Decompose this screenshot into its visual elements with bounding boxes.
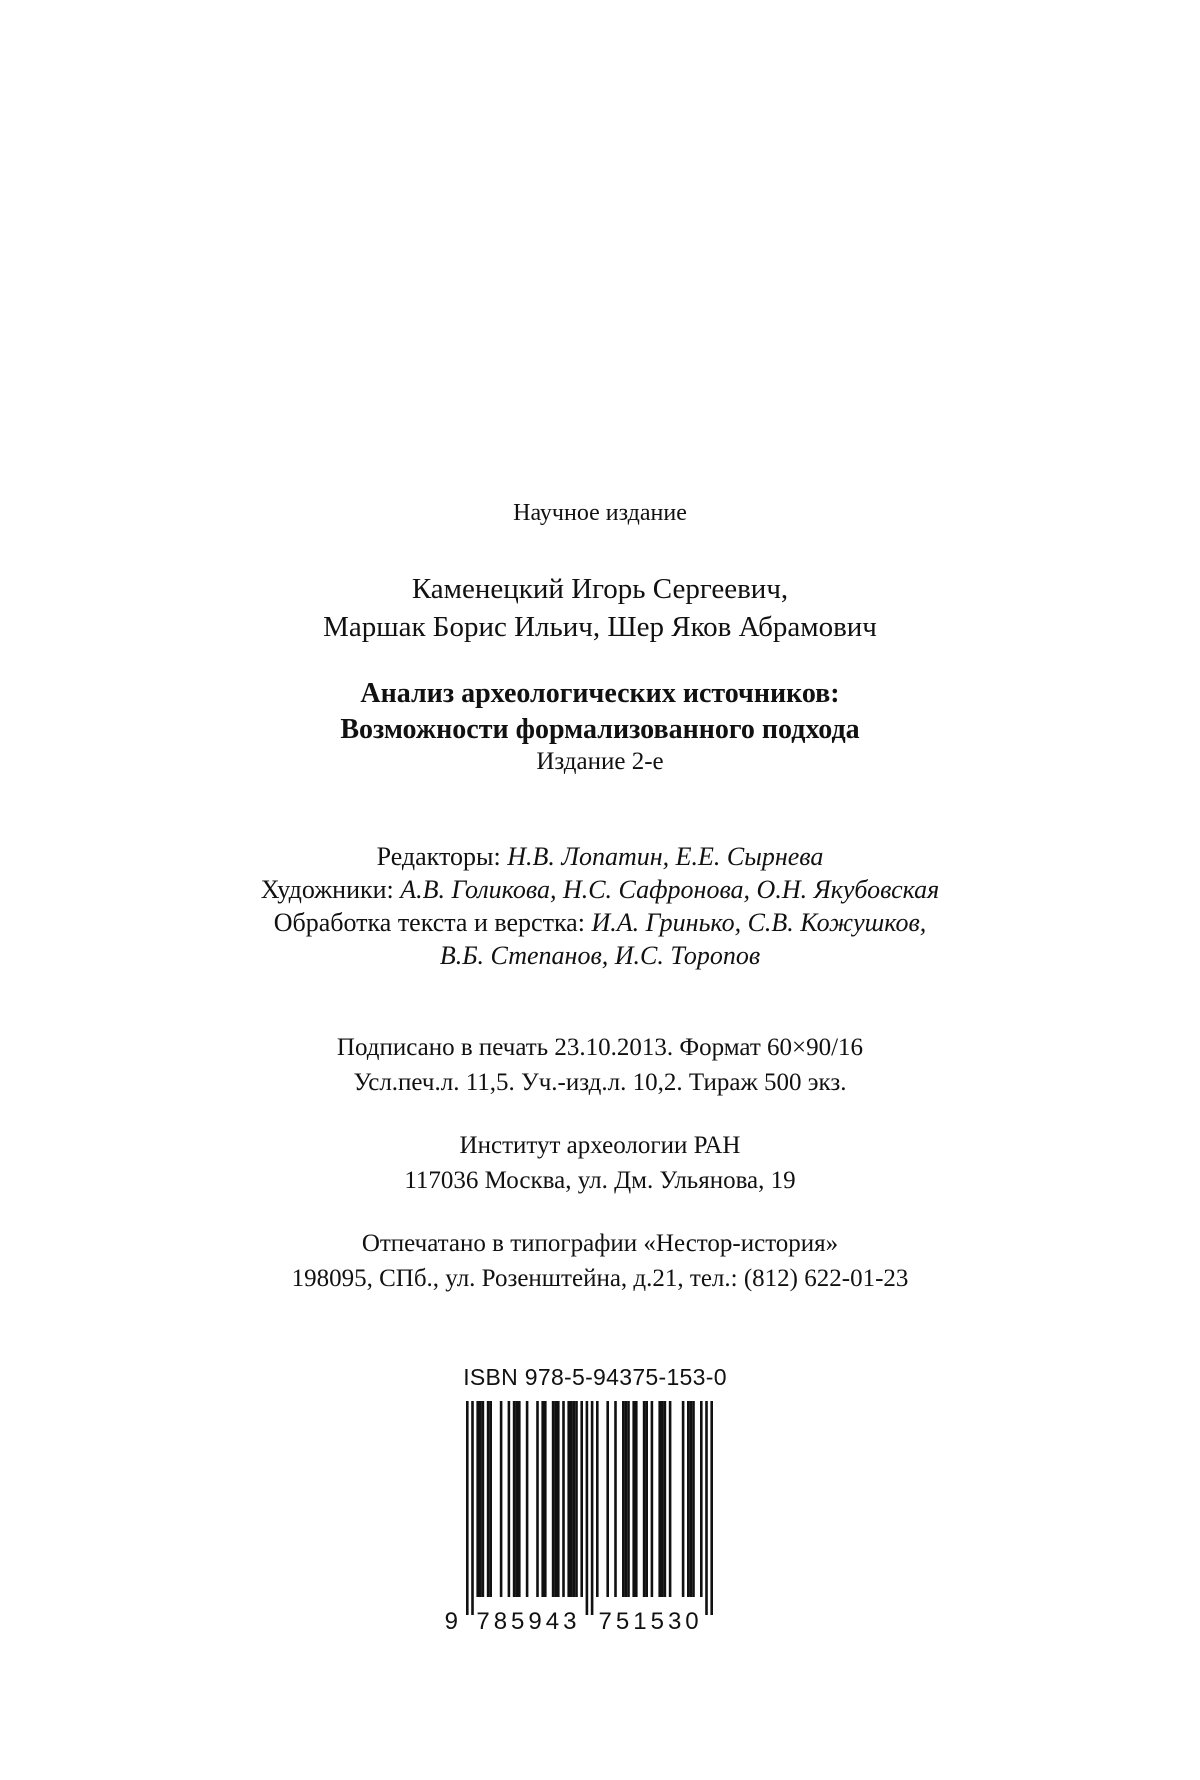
credit-editors bbox=[0, 840, 1200, 873]
publisher-address: 117036 Москва, ул. Дм. Ульянова, 19 bbox=[404, 1167, 796, 1194]
barcode-bar bbox=[482, 1401, 485, 1597]
series-label bbox=[0, 500, 1200, 527]
barcode-bar bbox=[518, 1401, 521, 1597]
barcode-bar bbox=[513, 1401, 516, 1597]
barcode-bar bbox=[562, 1401, 565, 1597]
barcode-bar bbox=[596, 1401, 599, 1597]
credit-layout bbox=[0, 906, 1200, 939]
credit-layout-cont bbox=[0, 939, 1200, 972]
credit-names: В.Б. Степанов, И.С. Торопов bbox=[439, 941, 761, 970]
printing-line-2: Усл.печ.л. 11,5. Уч.-изд.л. 10,2. Тираж 500 экз. bbox=[353, 1069, 847, 1096]
author-line-1: Каменецкий Игорь Сергеевич, bbox=[411, 573, 789, 605]
barcode-bar bbox=[692, 1401, 695, 1597]
title-line-2: Возможности формализованного подхода bbox=[340, 714, 860, 745]
barcode-bar bbox=[567, 1401, 570, 1597]
credit-names: А.В. Голикова, Н.С. Сафронова, О.Н. Якубовская bbox=[400, 875, 940, 904]
barcode-bar bbox=[635, 1401, 638, 1597]
series-text: Научное издание bbox=[513, 500, 687, 526]
isbn-barcode bbox=[444, 1401, 738, 1641]
isbn-label: ISBN 978-5-94375-153-0 bbox=[463, 1364, 727, 1390]
barcode-digits: 751530 bbox=[598, 1608, 703, 1635]
barcode-bar bbox=[710, 1401, 713, 1615]
title-line-1: Анализ археологических источников: bbox=[360, 678, 840, 709]
publisher-name: Институт археологии РАН bbox=[459, 1132, 741, 1159]
barcode-bar bbox=[489, 1401, 492, 1597]
barcode-bar bbox=[664, 1401, 667, 1597]
barcode-bar bbox=[614, 1401, 617, 1597]
barcode-bar bbox=[622, 1401, 625, 1597]
barcode-bar bbox=[552, 1401, 555, 1597]
printer-name: Отпечатано в типографии «Нестор-история» bbox=[361, 1230, 839, 1257]
printer-info bbox=[0, 1226, 1200, 1296]
barcode-bar bbox=[687, 1401, 690, 1597]
credit-names: И.А. Гринько, С.В. Кожушков, bbox=[591, 908, 927, 937]
barcode-bar bbox=[580, 1401, 583, 1597]
barcode-bar bbox=[606, 1401, 609, 1597]
barcode-bar bbox=[557, 1401, 560, 1597]
barcode-bar bbox=[573, 1401, 576, 1597]
printing-line-1: Подписано в печать 23.10.2013. Формат 60×90/16 bbox=[336, 1034, 864, 1061]
credits bbox=[0, 840, 1200, 972]
barcode-bar bbox=[682, 1401, 685, 1597]
barcode-bar bbox=[526, 1401, 529, 1597]
barcode-bar bbox=[570, 1401, 573, 1597]
author-line-2: Маршак Борис Ильич, Шер Яков Абрамович bbox=[323, 611, 877, 643]
barcode-bar bbox=[479, 1401, 482, 1597]
barcode-bar bbox=[515, 1401, 518, 1597]
barcode-bar bbox=[536, 1401, 539, 1597]
barcode-bar bbox=[651, 1401, 654, 1597]
barcode-bar bbox=[669, 1401, 672, 1597]
barcode-bar bbox=[575, 1401, 578, 1597]
credit-role: Художники: bbox=[260, 875, 401, 904]
barcode-bar bbox=[625, 1401, 628, 1597]
barcode-bar bbox=[627, 1401, 630, 1597]
credit-role: Обработка текста и верстка: bbox=[273, 908, 592, 937]
barcode-bar bbox=[705, 1401, 708, 1615]
book-title bbox=[0, 676, 1200, 748]
barcode-bar bbox=[541, 1401, 544, 1597]
barcode-bar bbox=[632, 1401, 635, 1597]
barcode-bar bbox=[476, 1401, 479, 1597]
barcode-bar bbox=[643, 1401, 646, 1597]
edition bbox=[0, 748, 1200, 776]
barcode-bar bbox=[487, 1401, 490, 1597]
barcode-bar bbox=[645, 1401, 648, 1597]
authors bbox=[0, 570, 1200, 646]
isbn-block bbox=[444, 1364, 738, 1641]
barcode-digits: 9 bbox=[444, 1608, 462, 1635]
barcode-digits: 785943 bbox=[476, 1608, 581, 1635]
barcode-bar bbox=[586, 1401, 589, 1615]
publisher-info bbox=[0, 1128, 1200, 1198]
barcode-bar bbox=[544, 1401, 547, 1597]
barcode-bar bbox=[508, 1401, 511, 1597]
credit-artists bbox=[0, 873, 1200, 906]
barcode-bar bbox=[690, 1401, 693, 1597]
printing-info bbox=[0, 1030, 1200, 1100]
barcode-bar bbox=[554, 1401, 557, 1597]
credit-role: Редакторы: bbox=[376, 842, 508, 871]
barcode-bar bbox=[500, 1401, 503, 1597]
barcode-bar bbox=[658, 1401, 661, 1597]
barcode-bar bbox=[661, 1401, 664, 1597]
credit-names: Н.В. Лопатин, Е.Е. Сырнева bbox=[507, 842, 824, 871]
barcode-bar bbox=[466, 1401, 469, 1615]
barcode-bar bbox=[471, 1401, 474, 1615]
edition-text: Издание 2-е bbox=[536, 748, 664, 775]
barcode-bar bbox=[591, 1401, 594, 1615]
printer-address: 198095, СПб., ул. Розенштейна, д.21, тел.: (812) 622-01-23 bbox=[291, 1265, 909, 1292]
barcode-bar bbox=[700, 1401, 703, 1597]
